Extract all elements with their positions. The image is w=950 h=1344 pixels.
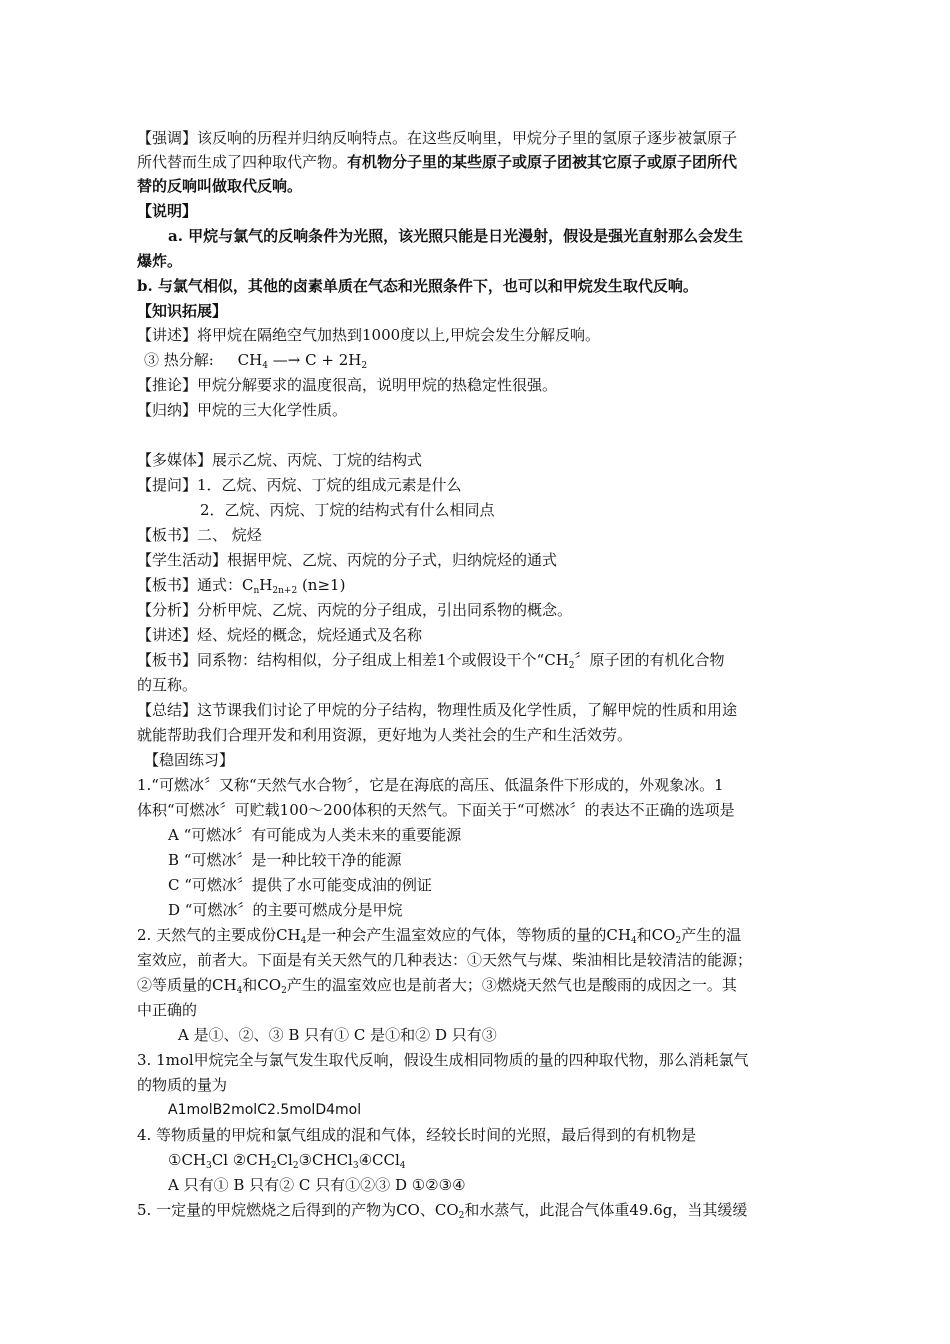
subscript: 3 [352, 1161, 359, 1171]
subscript: 2 [281, 986, 287, 996]
text: 体积“可燃冰〞可贮载100～200体积的天然气。下面关于“可燃冰〞的表达不正确的选项是 [137, 801, 735, 819]
exercise-4-line-1 [137, 1124, 696, 1146]
note-a-line-2 [137, 250, 182, 272]
text: 【多媒体】展示乙烷、丙烷、丁烷的结构式 [137, 451, 423, 469]
subscript: 2 [675, 936, 682, 946]
multimedia [137, 449, 422, 471]
heading-knowledge-extension [137, 300, 227, 322]
exercise-3-line-2 [137, 1074, 227, 1096]
exercise-1-line-2 [137, 799, 735, 821]
text: D “可燃冰〞的主要可燃成分是甲烷 [168, 901, 403, 919]
text: 产生的温室效应也是前者大；③燃烧天然气也是酸雨的成因之一。其 [286, 976, 737, 994]
text: b. 与氯气相似，其他的卤素单质在气态和光照条件下，也可以和甲烷发生取代反响。 [137, 277, 698, 295]
text: 【分析】分析甲烷、乙烷、丙烷的分子组成，引出同系物的概念。 [137, 601, 573, 619]
text: 中正确的 [137, 1001, 198, 1019]
text: 【板书】二、 烷烃 [137, 526, 262, 544]
text: ③ 热分解: [144, 351, 214, 369]
text: H [259, 576, 273, 594]
subscript: 2 [361, 361, 368, 371]
board-alkanes [137, 524, 262, 546]
text: 2．乙烷、丙烷、丁烷的结构式有什么相同点 [200, 501, 495, 519]
reaction-arrow: —→ [272, 351, 301, 369]
heading-shuoming [137, 200, 197, 222]
text: 5. 一定量的甲烷燃烧之后得到的产物为CO、CO [137, 1201, 459, 1219]
heading-practice [144, 749, 234, 771]
text: B “可燃冰〞是一种比较干净的能源 [168, 851, 402, 869]
text: ②等质量的CH [137, 976, 237, 994]
text: 〞原子团的有机化合物 [574, 651, 725, 669]
subscript: 3 [206, 1161, 212, 1171]
inference [137, 374, 557, 396]
text: a. 甲烷与氯气的反响条件为光照，该光照只能是日光漫射，假设是强光直射那么会发生 [168, 227, 744, 245]
text: A1molB2molC2.5molD4mol [168, 1102, 362, 1118]
text: A “可燃冰〞有可能成为人类未来的重要能源 [168, 826, 462, 844]
text: 和CO [242, 976, 282, 994]
text: 【知识拓展】 [137, 302, 228, 320]
text: A 是①、②、③ B 只有① C 是①和② D 只有③ [178, 1026, 497, 1044]
text: 爆炸。 [137, 252, 183, 270]
subscript: 2n+2 [272, 586, 298, 596]
exercise-2-options [178, 1024, 497, 1046]
text: 【学生活动】根据甲烷、乙烷、丙烷的分子式，归纳烷烃的通式 [137, 551, 558, 569]
conclusion-line-1 [137, 699, 737, 721]
exercise-2-line-4 [137, 999, 197, 1021]
note-b [137, 275, 698, 297]
text: 3. 1mol甲烷完全与氯气发生取代反响，假设生成相同物质的量的四种取代物，那么消耗氯气 [137, 1051, 749, 1069]
text: 的互称。 [137, 676, 198, 694]
text: Cl [276, 1151, 293, 1169]
text: ①CH [168, 1151, 207, 1169]
text: (n≥1) [297, 576, 346, 594]
subscript: 4 [399, 1161, 406, 1171]
question-2 [200, 499, 495, 521]
exercise-1-option-c [168, 874, 432, 896]
text: 【总结】这节课我们讨论了甲烷的分子结构，物理性质及化学性质，了解甲烷的性质和用途 [137, 701, 738, 719]
text: 【说明】 [137, 202, 198, 220]
exercise-4-items [168, 1149, 406, 1171]
exercise-2-line-3 [137, 974, 737, 996]
exercise-1-option-b [168, 849, 401, 871]
text: Cl ②CH [211, 1151, 271, 1169]
paragraph-emphasis-line-1 [137, 127, 737, 149]
exercise-3-line-1 [137, 1049, 749, 1071]
text: A 只有① B 只有② C 只有①②③ D ①②③④ [168, 1176, 466, 1194]
board-general-formula [137, 574, 345, 596]
exercise-1-line-1 [137, 774, 724, 796]
text: C “可燃冰〞提供了水可能变成油的例证 [168, 876, 432, 894]
text: 【强调】该反响的历程并归纳反响特点。在这些反响里，甲烷分子里的氢原子逐步被氯原子 [137, 129, 738, 147]
question-1 [137, 474, 462, 496]
subscript: 4 [262, 361, 268, 371]
subscript: 4 [630, 936, 637, 946]
board-homologue-line-1 [137, 649, 725, 671]
text: 和水蒸气，此混合气体重49.6g，当其缓缓 [464, 1201, 748, 1219]
text: 【稳固练习】 [144, 751, 235, 769]
exercise-4-options [168, 1174, 466, 1196]
exercise-5-line-1 [137, 1199, 747, 1221]
board-homologue-line-2 [137, 674, 197, 696]
text: 【板书】同系物：结构相似，分子组成上相差1个或假设干个“CH [137, 651, 569, 669]
text: 的物质的量为 [137, 1076, 228, 1094]
text: 就能帮助我们合理开发和利用资源，更好地为人类社会的生产和生活效劳。 [137, 726, 633, 744]
summary-properties [137, 399, 347, 421]
exercise-3-options [168, 1099, 361, 1121]
text: 【归纳】甲烷的三大化学性质。 [137, 401, 348, 419]
subscript: n [253, 586, 260, 596]
text: 产生的温 [681, 926, 742, 944]
text: CH [237, 351, 263, 369]
definition-bold-text: 有机物分子里的某些原子或原子团被其它原子或原子团所代 [347, 153, 738, 171]
lecture-concepts [137, 624, 422, 646]
exercise-2-line-1 [137, 924, 741, 946]
text: ④CCl [358, 1151, 400, 1169]
subscript: 2 [292, 1161, 299, 1171]
subscript: 4 [300, 936, 307, 946]
paragraph-emphasis-line-3 [137, 175, 302, 197]
reaction-equation [144, 349, 367, 371]
lecture-decomposition [137, 324, 600, 346]
subscript: 2 [458, 1211, 465, 1221]
definition-bold-text: 替的反响叫做取代反响。 [137, 177, 303, 195]
text: C + 2H [305, 351, 362, 369]
text: 【讲述】烃、烷烃的概念，烷烃通式及名称 [137, 626, 423, 644]
exercise-2-line-2 [137, 949, 752, 971]
text: 1.“可燃冰〞又称“天然气水合物〞，它是在海底的高压、低温条件下形成的，外观象冰。1 [137, 776, 724, 794]
exercise-1-option-a [168, 824, 461, 846]
student-activity [137, 549, 557, 571]
text: 【讲述】将甲烷在隔绝空气加热到1000度以上,甲烷会发生分解反响。 [137, 326, 600, 344]
exercise-1-option-d [168, 899, 402, 921]
text: 室效应，前者大。下面是有关天然气的几种表达：①天然气与煤、柴油相比是较清洁的能源； [137, 951, 753, 969]
text: 是一种会产生温室效应的气体，等物质的量的CH [306, 926, 631, 944]
text: ③CHCl [298, 1151, 353, 1169]
note-a-line-1 [168, 225, 743, 247]
text: 4. 等物质量的甲烷和氯气组成的混和气体，经较长时间的光照，最后得到的有机物是 [137, 1126, 697, 1144]
text: 【提问】1．乙烷、丙烷、丁烷的组成元素是什么 [137, 476, 462, 494]
analysis [137, 599, 572, 621]
subscript: 2 [270, 1161, 277, 1171]
conclusion-line-2 [137, 724, 632, 746]
text: 2. 天然气的主要成份CH [137, 926, 301, 944]
text: 【板书】通式：C [137, 576, 254, 594]
text: 和CO [636, 926, 676, 944]
subscript: 2 [568, 661, 575, 671]
subscript: 4 [236, 986, 243, 996]
paragraph-emphasis-line-2 [137, 151, 737, 173]
text: 【推论】甲烷分解要求的温度很高，说明甲烷的热稳定性很强。 [137, 376, 558, 394]
text: 所代替而生成了四种取代产物。 [137, 153, 348, 171]
